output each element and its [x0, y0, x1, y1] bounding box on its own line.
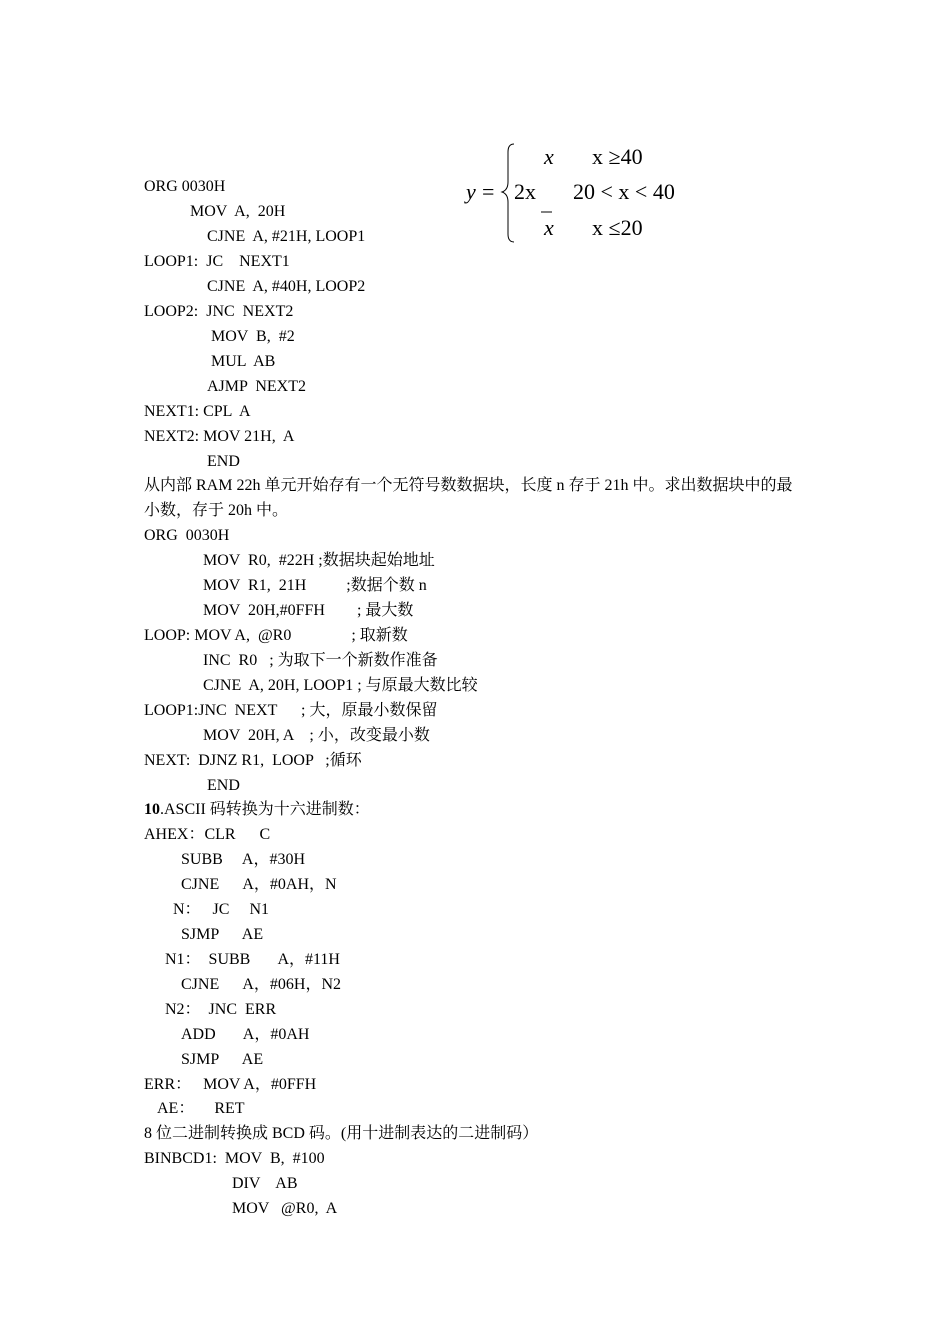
paragraph-line: 从内部 RAM 22h 单元开始存有一个无符号数数据块，长度 n 存于 21h 中。求出数据块中的最: [144, 477, 793, 494]
code-line: NEXT2: MOV 21H, A: [144, 428, 295, 445]
code-line: N： JC N1: [173, 901, 270, 918]
formula-row1-cond: x ≥40: [592, 144, 643, 169]
code-line: ORG 0030H: [144, 527, 230, 544]
code-line: SJMP AE: [181, 1051, 264, 1068]
code-line: CJNE A，#06H，N2: [181, 976, 342, 993]
code-line: BINBCD1: MOV B, #100: [144, 1150, 325, 1167]
formula-row2-expr: 2x: [514, 179, 536, 204]
code-line: END: [207, 777, 240, 794]
section-number: 10: [144, 801, 160, 818]
code-line: AHEX：CLR C: [144, 826, 271, 843]
code-line: ADD A，#0AH: [181, 1026, 310, 1043]
code-line: MOV A, 20H: [190, 203, 286, 220]
code-line: ORG 0030H: [144, 178, 226, 195]
code-line: MOV R1, 21H ;数据个数 n: [203, 577, 427, 594]
code-line: LOOP: MOV A, @R0 ; 取新数: [144, 627, 408, 644]
code-line: LOOP2: JNC NEXT2: [144, 303, 294, 320]
code-line: ERR： MOV A，#0FFH: [144, 1076, 317, 1093]
code-line: MOV 20H, A ; 小，改变最小数: [203, 727, 430, 744]
code-line: MOV 20H,#0FFH ; 最大数: [203, 602, 414, 619]
section-heading: [144, 800, 370, 820]
formula-lhs-eq: =: [482, 179, 495, 204]
code-line: INC R0 ; 为取下一个新数作准备: [203, 652, 438, 669]
code-line: SJMP AE: [181, 926, 264, 943]
section-title: .ASCII 码转换为十六进制数：: [160, 801, 370, 818]
code-line: CJNE A, 20H, LOOP1 ; 与原最大数比较: [203, 677, 478, 694]
code-line: END: [207, 453, 240, 470]
code-line: AE： RET: [157, 1100, 245, 1117]
code-line: LOOP1:JNC NEXT ; 大，原最小数保留: [144, 702, 438, 719]
formula-row2-cond: 20 < x < 40: [573, 179, 675, 204]
code-line: SUBB A，#30H: [181, 851, 306, 868]
paragraph-line: 小数，存于 20h 中。: [144, 502, 289, 519]
formula-row1-expr: x: [544, 144, 554, 169]
code-line: NEXT: DJNZ R1, LOOP ;循环: [144, 752, 362, 769]
code-line: MOV @R0, A: [232, 1200, 338, 1217]
code-line: NEXT1: CPL A: [144, 403, 251, 420]
code-line: MOV B, #2: [211, 328, 295, 345]
code-line: CJNE A, #21H, LOOP1: [207, 228, 366, 245]
paragraph-line: 8 位二进制转换成 BCD 码。(用十进制表达的二进制码）: [144, 1125, 539, 1142]
code-line: CJNE A，#0AH，N: [181, 876, 337, 893]
formula-lhs-var: y: [466, 179, 476, 204]
code-line: DIV AB: [232, 1175, 298, 1192]
code-line: N1： SUBB A，#11H: [165, 951, 340, 968]
code-line: LOOP1: JC NEXT1: [144, 253, 290, 270]
formula-row3-expr: x: [544, 215, 554, 240]
code-line: MUL AB: [211, 353, 276, 370]
formula-row3-cond: x ≤20: [592, 215, 643, 240]
code-line: MOV R0, #22H ;数据块起始地址: [203, 552, 435, 569]
piecewise-formula: [462, 138, 702, 248]
code-line: AJMP NEXT2: [207, 378, 306, 395]
code-line: CJNE A, #40H, LOOP2: [207, 278, 366, 295]
code-line: N2： JNC ERR: [165, 1001, 277, 1018]
